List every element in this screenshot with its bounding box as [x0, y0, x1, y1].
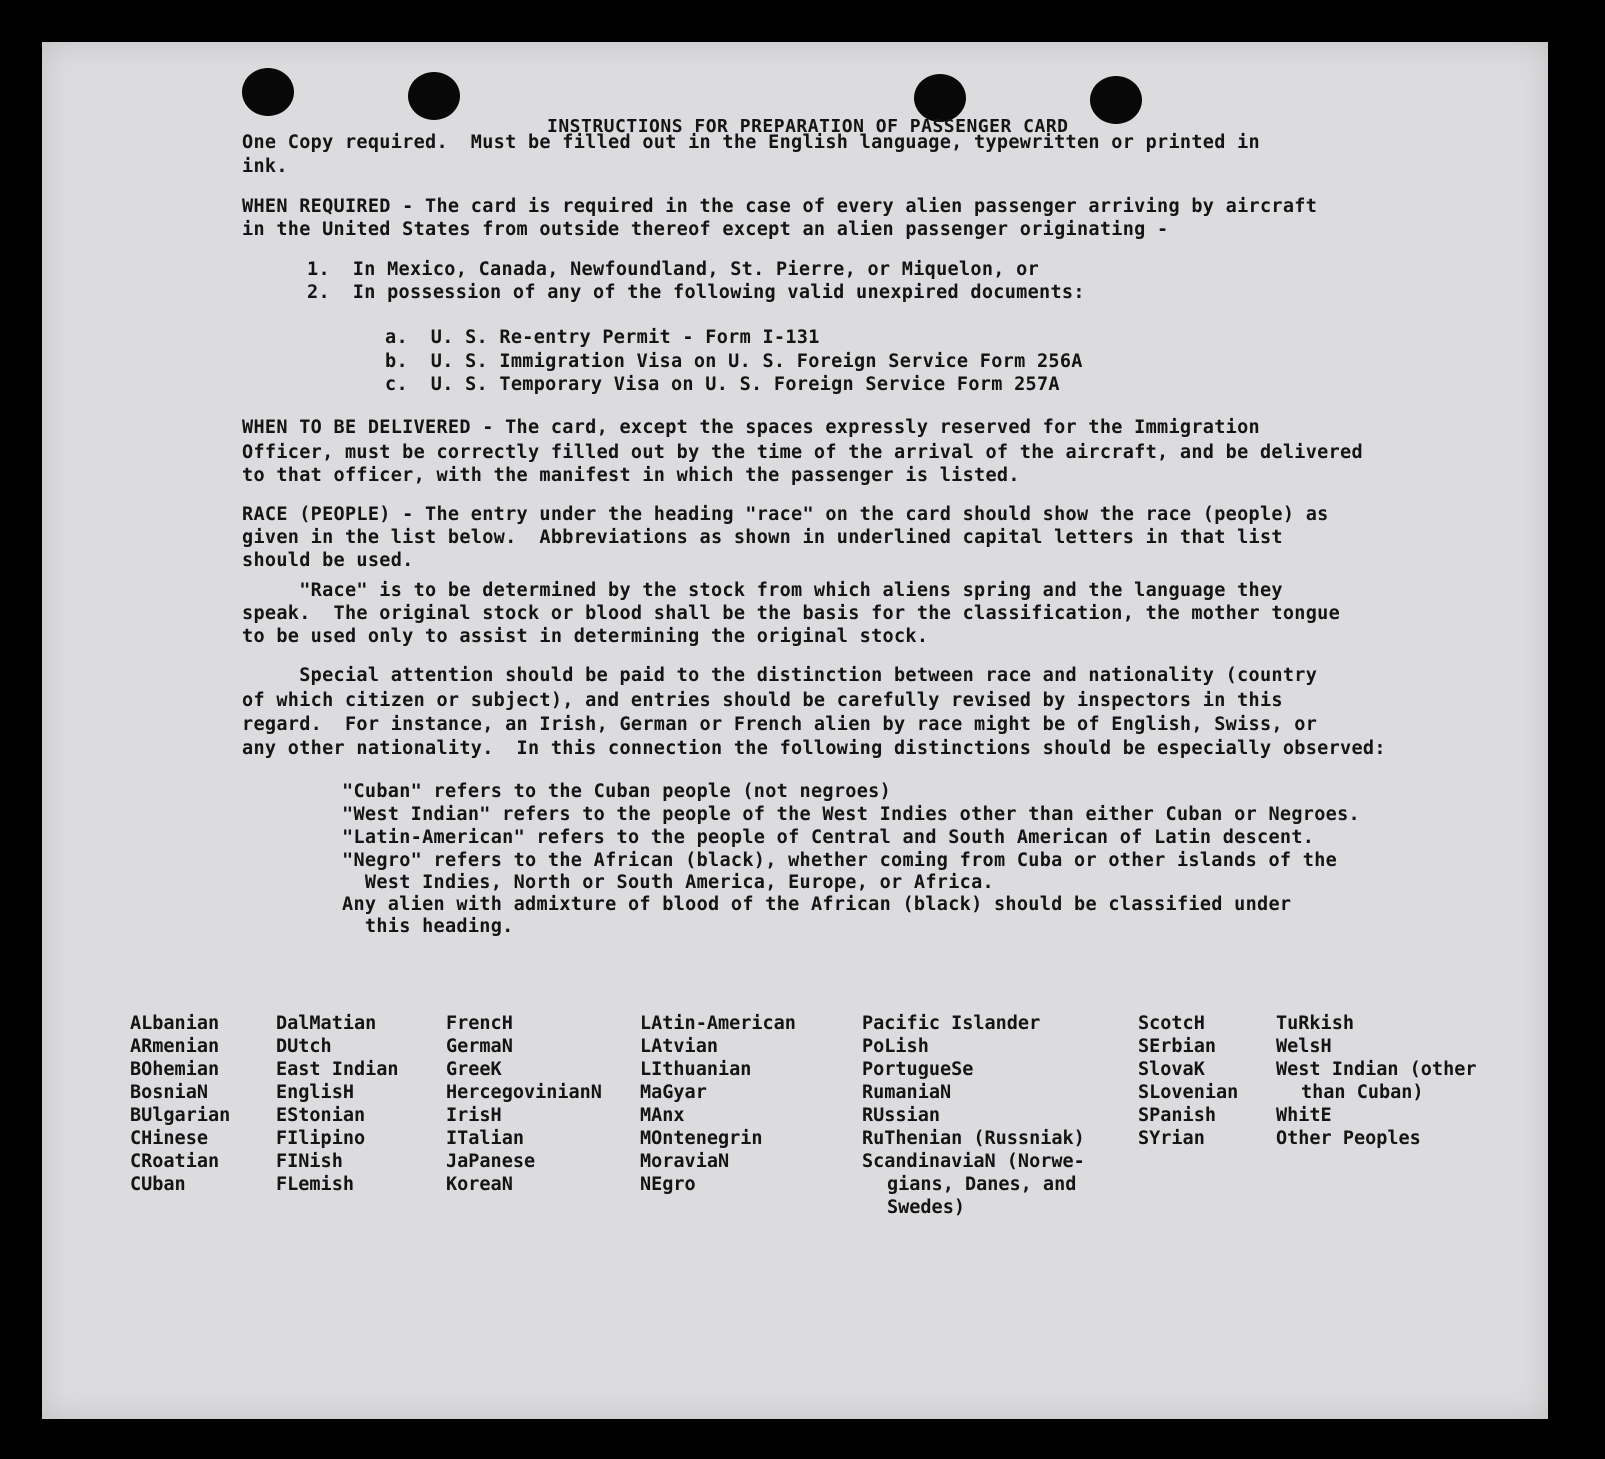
race-item: DalMatian — [276, 1013, 377, 1034]
para-special-line: Special attention should be paid to the distinction between race and nationality (country — [242, 665, 1318, 686]
race-item: WhitE — [1276, 1105, 1332, 1126]
distinction-line: West Indies, North or South America, Europe, or Africa. — [342, 872, 994, 893]
race-item: West Indian (other — [1276, 1059, 1477, 1080]
para-copy-line: One Copy required. Must be filled out in the English language, typewritten or printed in — [242, 132, 1260, 153]
document-item: a. U. S. Re-entry Permit - Form I-131 — [385, 327, 820, 348]
race-item: HercegovinianN — [446, 1082, 602, 1103]
para-when-required-line: WHEN REQUIRED - The card is required in the case of every alien passenger arriving by aircraft — [242, 196, 1318, 217]
document-page — [42, 42, 1548, 1419]
race-item: DUtch — [276, 1036, 332, 1057]
race-item: GreeK — [446, 1059, 502, 1080]
para-copy-line: ink. — [242, 156, 288, 177]
race-column — [1138, 1012, 1238, 1150]
race-item: CHinese — [130, 1128, 208, 1149]
race-item: LAtvian — [640, 1036, 718, 1057]
race-item: PoLish — [862, 1036, 929, 1057]
page-title: INSTRUCTIONS FOR PREPARATION OF PASSENGER CARD — [547, 116, 1069, 137]
race-column — [446, 1012, 602, 1196]
punch-hole — [1090, 76, 1142, 124]
race-item: FrencH — [446, 1013, 513, 1034]
para-race-determined-line: "Race" is to be determined by the stock from which aliens spring and the language they — [242, 580, 1283, 601]
race-item: CRoatian — [130, 1151, 220, 1172]
race-item: ScandinaviaN (Norwe- — [862, 1151, 1085, 1172]
race-item: CUban — [130, 1174, 186, 1195]
race-item: LAtin-American — [640, 1013, 796, 1034]
race-item: Other Peoples — [1276, 1128, 1421, 1149]
race-item: MoraviaN — [640, 1151, 730, 1172]
race-item: SYrian — [1138, 1128, 1205, 1149]
race-item-continued: than Cuban) — [1301, 1082, 1424, 1103]
exception-item: 2. In possession of any of the following valid unexpired documents: — [307, 282, 1085, 303]
race-item: SErbian — [1138, 1036, 1216, 1057]
race-item: MaGyar — [640, 1082, 707, 1103]
distinction-line: "Latin-American" refers to the people of Central and South American of Latin descent. — [342, 827, 1315, 848]
race-item: EStonian — [276, 1105, 366, 1126]
distinction-line: "Cuban" refers to the Cuban people (not negroes) — [342, 781, 892, 802]
distinction-line: this heading. — [342, 916, 514, 937]
race-item: RumaniaN — [862, 1082, 952, 1103]
race-column — [130, 1012, 230, 1196]
punch-hole — [408, 72, 460, 120]
race-item: Pacific Islander — [862, 1013, 1041, 1034]
race-column — [640, 1012, 796, 1196]
race-item-continued: Swedes) — [887, 1197, 965, 1218]
race-item: WelsH — [1276, 1036, 1332, 1057]
race-item: FIlipino — [276, 1128, 366, 1149]
race-column — [1276, 1012, 1476, 1150]
para-race-determined-line: speak. The original stock or blood shall be the basis for the classification, the mother tongue — [242, 603, 1341, 624]
punch-hole — [914, 74, 966, 122]
race-item: MOntenegrin — [640, 1128, 763, 1149]
document-item: c. U. S. Temporary Visa on U. S. Foreign Service Form 257A — [385, 374, 1060, 395]
race-item: EnglisH — [276, 1082, 354, 1103]
para-race-line: RACE (PEOPLE) - The entry under the heading "race" on the card should show the race (people) as — [242, 504, 1329, 525]
para-special-line: regard. For instance, an Irish, German or French alien by race might be of English, Swiss, or — [242, 714, 1318, 735]
race-item: ALbanian — [130, 1013, 220, 1034]
document-item: b. U. S. Immigration Visa on U. S. Foreign Service Form 256A — [385, 351, 1083, 372]
para-special-line: any other nationality. In this connection the following distinctions should be especially observed: — [242, 738, 1386, 759]
exception-item: 1. In Mexico, Canada, Newfoundland, St. Pierre, or Miquelon, or — [307, 259, 1040, 280]
race-item: PortugueSe — [862, 1059, 974, 1080]
race-item: IrisH — [446, 1105, 502, 1126]
race-column — [276, 1012, 399, 1196]
race-item: LIthuanian — [640, 1059, 752, 1080]
race-item-continued: gians, Danes, and — [887, 1174, 1077, 1195]
distinction-line: "Negro" refers to the African (black), whether coming from Cuba or other islands of the — [342, 850, 1338, 871]
para-race-line: given in the list below. Abbreviations as shown in underlined capital letters in that list — [242, 527, 1283, 548]
race-item: TuRkish — [1276, 1013, 1354, 1034]
punch-hole — [242, 68, 294, 116]
para-when-delivered-line: Officer, must be correctly filled out by the time of the arrival of the aircraft, and be delivered — [242, 442, 1363, 463]
race-item: SlovaK — [1138, 1059, 1205, 1080]
distinction-line: "West Indian" refers to the people of the West Indies other than either Cuban or Negroes. — [342, 804, 1360, 825]
race-item: FLemish — [276, 1174, 354, 1195]
race-item: ARmenian — [130, 1036, 220, 1057]
race-item: RUssian — [862, 1105, 940, 1126]
race-item: FINish — [276, 1151, 343, 1172]
race-item: JaPanese — [446, 1151, 536, 1172]
race-item: SPanish — [1138, 1105, 1216, 1126]
race-item: BOhemian — [130, 1059, 220, 1080]
race-item: MAnx — [640, 1105, 685, 1126]
race-item: SLovenian — [1138, 1082, 1239, 1103]
race-item: BosniaN — [130, 1082, 208, 1103]
race-item: KoreaN — [446, 1174, 513, 1195]
race-item: ScotcH — [1138, 1013, 1205, 1034]
para-when-delivered-line: WHEN TO BE DELIVERED - The card, except the spaces expressly reserved for the Immigration — [242, 417, 1260, 438]
race-item: BUlgarian — [130, 1105, 231, 1126]
para-when-delivered-line: to that officer, with the manifest in which the passenger is listed. — [242, 465, 1020, 486]
para-when-required-line: in the United States from outside thereof except an alien passenger originating - — [242, 219, 1169, 240]
race-item: East Indian — [276, 1059, 399, 1080]
race-column — [862, 1012, 1085, 1219]
para-race-determined-line: to be used only to assist in determining the original stock. — [242, 626, 929, 647]
distinction-line: Any alien with admixture of blood of the African (black) should be classified under — [342, 894, 1292, 915]
para-race-line: should be used. — [242, 550, 414, 571]
race-item: ITalian — [446, 1128, 524, 1149]
para-special-line: of which citizen or subject), and entries should be carefully revised by inspectors in this — [242, 690, 1283, 711]
race-item: GermaN — [446, 1036, 513, 1057]
race-item: NEgro — [640, 1174, 696, 1195]
race-item: RuThenian (Russniak) — [862, 1128, 1085, 1149]
